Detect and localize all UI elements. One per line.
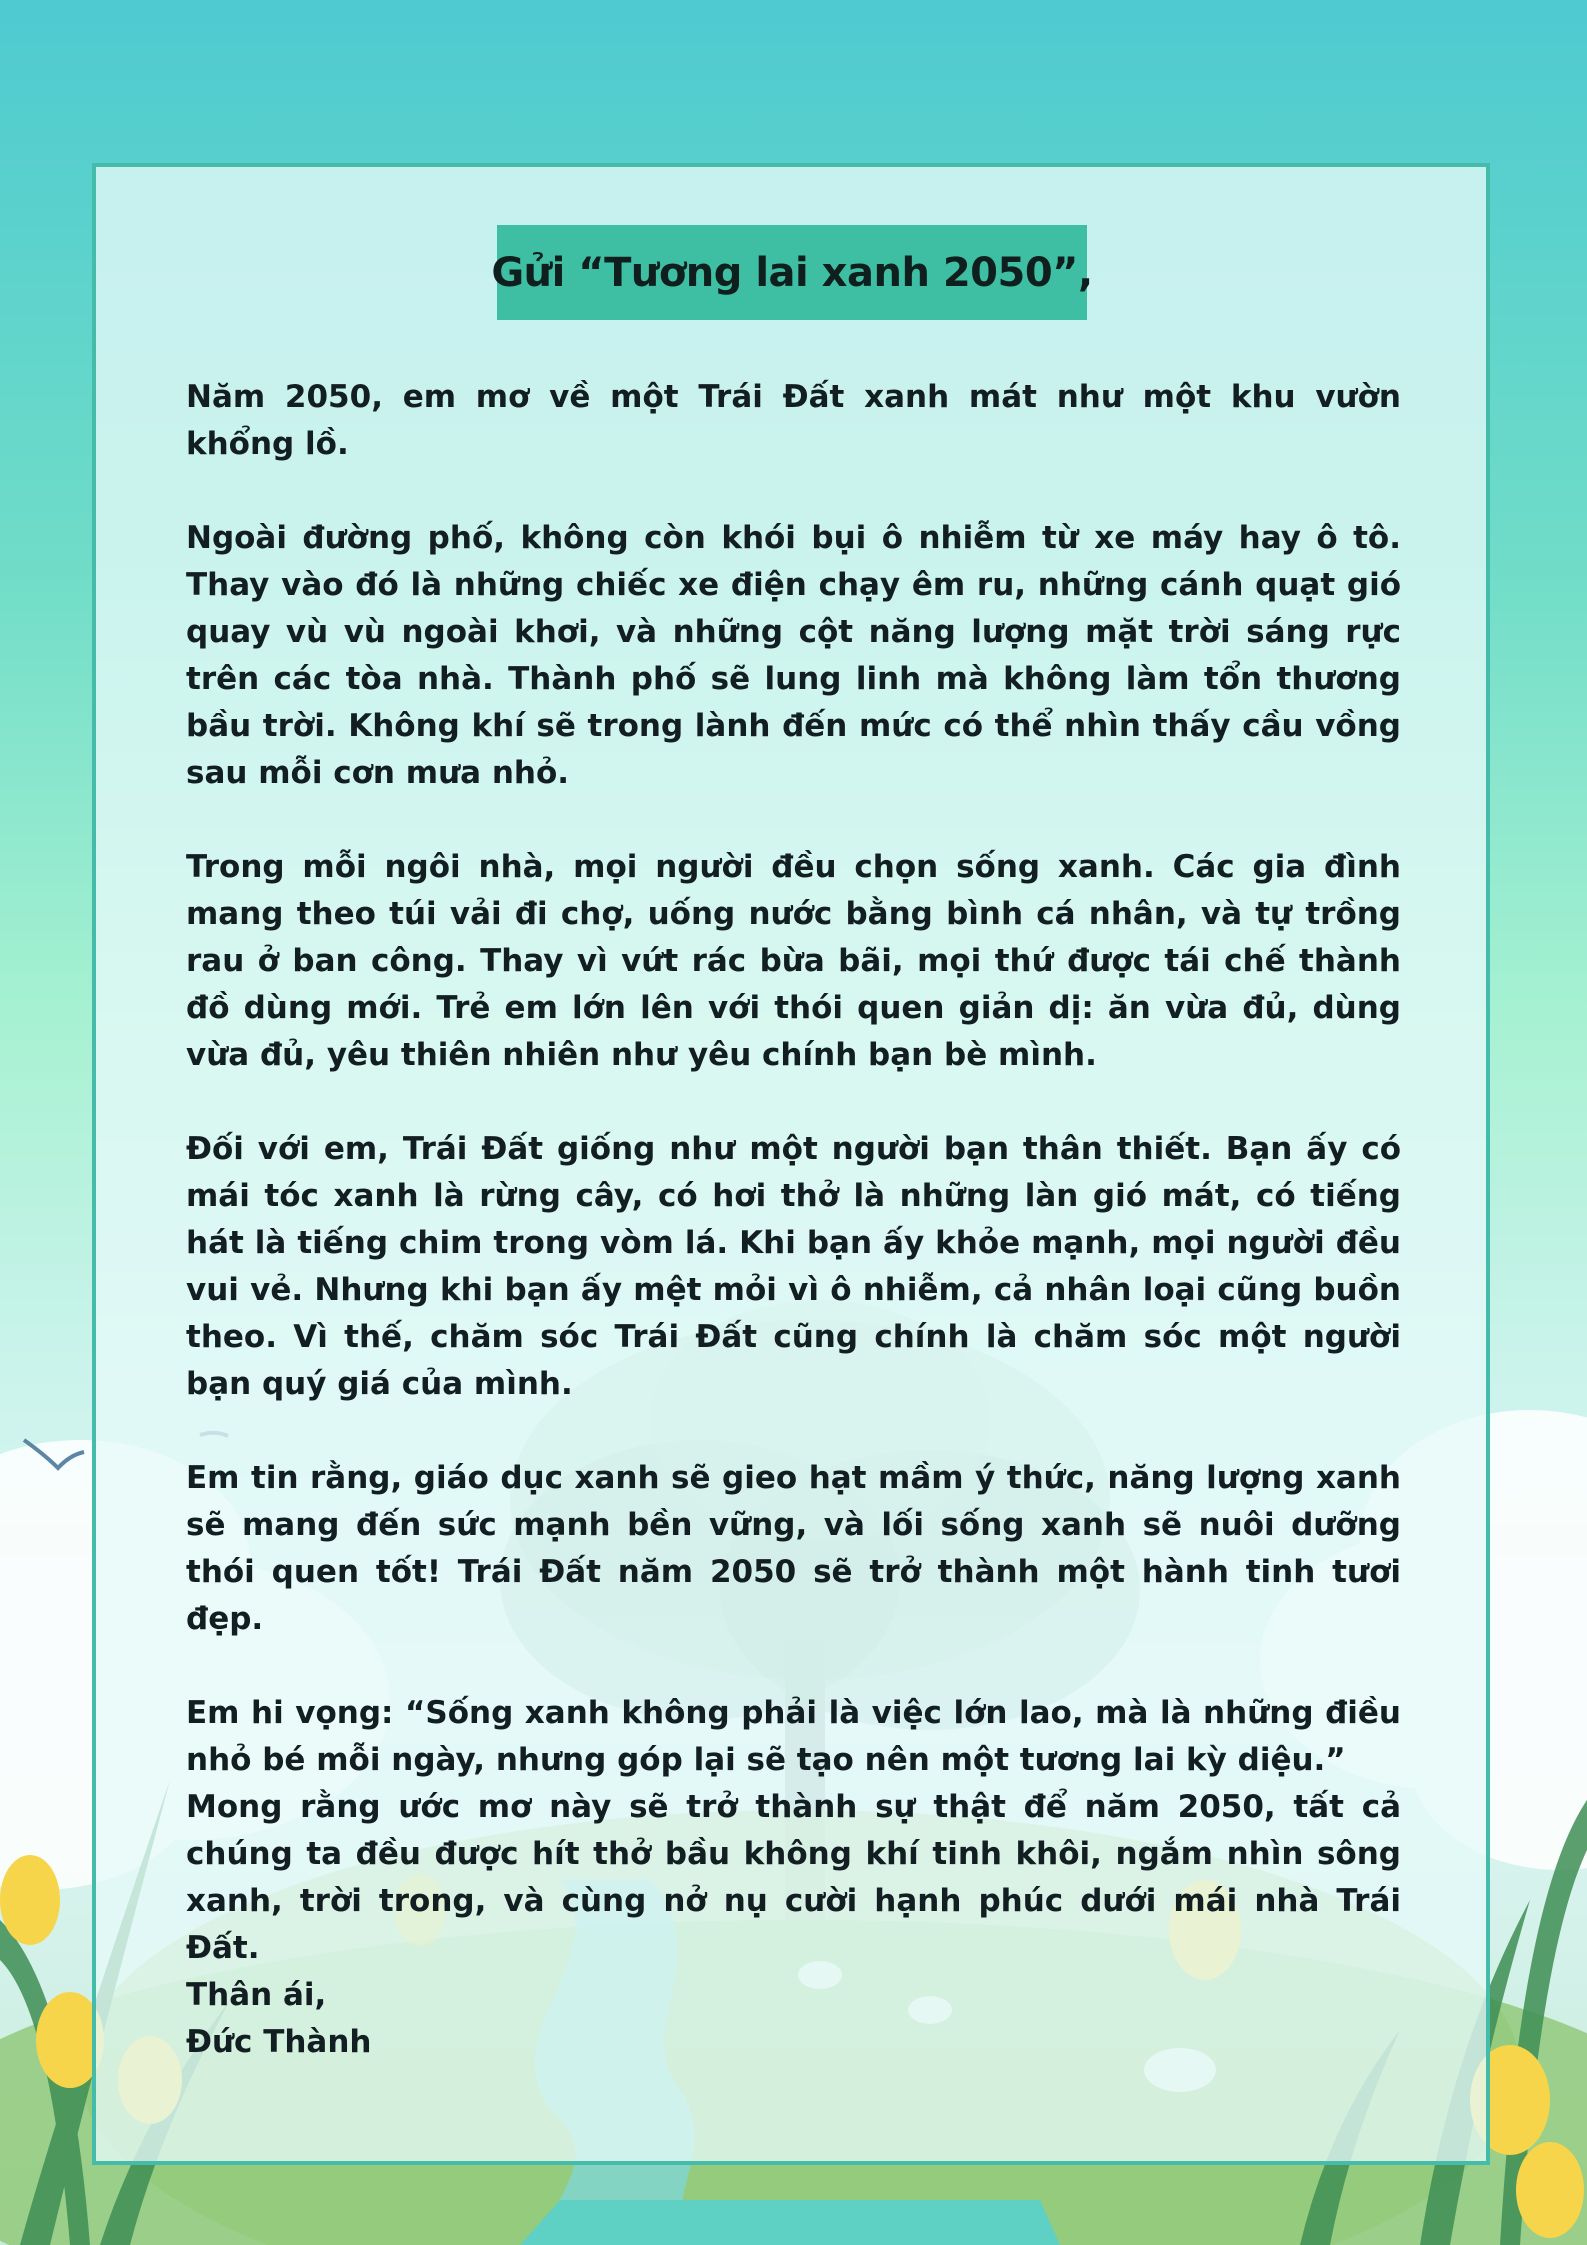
title-banner (491, 225, 1093, 320)
wish-paragraph: Mong rằng ước mơ này sẽ trở thành sự thật để năm 2050, tất cả chúng ta đều được hít thở bầu không khí tinh khôi, ngắm nhìn sông xanh, trời trong, và cùng nở nụ cười hạnh phúc dưới mái nhà Trái Đất. (186, 1789, 1401, 1966)
page-title: Gửi “Tương lai xanh 2050”, (491, 249, 1093, 296)
paragraph-2: Ngoài đường phố, không còn khói bụi ô nhiễm từ xe máy hay ô tô. Thay vào đó là những chiếc xe điện chạy êm ru, những cánh quạt gió quay vù vù ngoài khơi, và những cột năng lượng mặt trời sáng rực trên các tòa nhà. Thành phố sẽ lung linh mà không làm tổn thương bầu trời. Không khí sẽ trong lành đến mức có thể nhìn thấy cầu vồng sau mỗi cơn mưa nhỏ. (186, 520, 1401, 791)
paragraph-3: Trong mỗi ngôi nhà, mọi người đều chọn sống xanh. Các gia đình mang theo túi vải đi chợ, uống nước bằng bình cá nhân, và tự trồng rau ở ban công. Thay vì vứt rác bừa bãi, mọi thứ được tái chế thành đồ dùng mới. Trẻ em lớn lên với thói quen giản dị: ăn vừa đủ, dùng vừa đủ, yêu thiên nhiên như yêu chính bạn bè mình. (186, 849, 1401, 1073)
letter-body (186, 374, 1401, 2066)
paragraph-4: Đối với em, Trái Đất giống như một người bạn thân thiết. Bạn ấy có mái tóc xanh là rừng cây, có hơi thở là những làn gió mát, có tiếng hát là tiếng chim trong vòm lá. Khi bạn ấy khỏe mạnh, mọi người đều vui vẻ. Nhưng khi bạn ấy mệt mỏi vì ô nhiễm, cả nhân loại cũng buồn theo. Vì thế, chăm sóc Trái Đất cũng chính là chăm sóc một người bạn quý giá của mình. (186, 1131, 1401, 1402)
paragraph-5: Em tin rằng, giáo dục xanh sẽ gieo hạt mầm ý thức, năng lượng xanh sẽ mang đến sức mạnh bền vững, và lối sống xanh sẽ nuôi dưỡng thói quen tốt! Trái Đất năm 2050 sẽ trở thành một hành tinh tươi đẹp. (186, 1460, 1401, 1637)
signature: Đức Thành (186, 2024, 372, 2060)
hope-quote-paragraph: Em hi vọng: “Sống xanh không phải là việc lớn lao, mà là những điều nhỏ bé mỗi ngày, nhưng góp lại sẽ tạo nên một tương lai kỳ diệu.” (186, 1695, 1401, 1778)
paragraph-1: Năm 2050, em mơ về một Trái Đất xanh mát như một khu vườn khổng lồ. (186, 379, 1401, 462)
salutation: Thân ái, (186, 1977, 327, 2013)
